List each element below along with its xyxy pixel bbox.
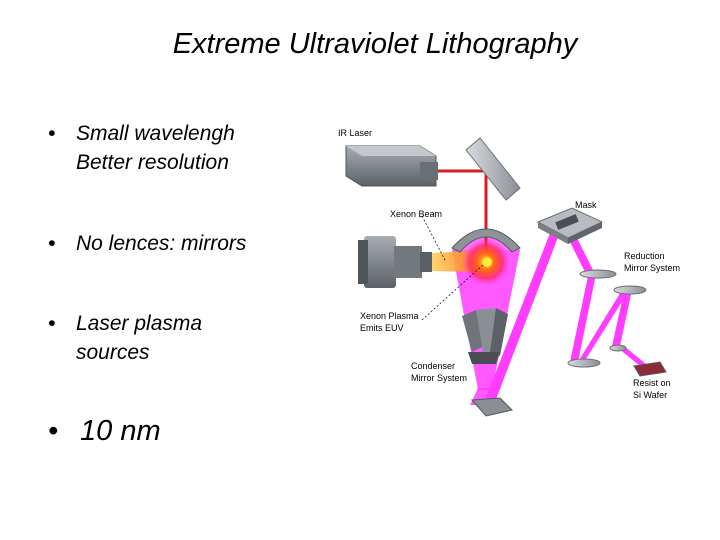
bullet-text: Small wavelengh — [76, 122, 235, 145]
label-reduction-1: Reduction — [624, 251, 665, 261]
label-resist-1: Resist on — [633, 378, 671, 388]
label-xenon-plasma-2: Emits EUV — [360, 323, 404, 333]
bullet-dot: • — [48, 415, 59, 447]
turning-mirror — [466, 138, 520, 200]
condenser-mirrors — [462, 308, 508, 364]
label-resist-2: Si Wafer — [633, 390, 668, 400]
label-condenser-2: Mirror System — [411, 373, 467, 383]
bullet-dot: • — [48, 312, 56, 335]
mask — [538, 208, 602, 244]
bullet-text-continued: Better resolution — [76, 151, 229, 174]
slide-title: Extreme Ultraviolet Lithography — [172, 28, 578, 60]
bullet-text: Laser plasma — [76, 312, 203, 335]
plasma-core — [482, 257, 492, 267]
xenon-injector — [358, 236, 432, 288]
label-xenon-plasma-1: Xenon Plasma — [360, 311, 419, 321]
bullet-dot: • — [48, 122, 56, 145]
label-ir-laser: IR Laser — [338, 128, 373, 138]
bullet-text: 10 nm — [80, 415, 161, 447]
label-condenser-1: Condenser — [411, 361, 456, 371]
bullet-text-continued: sources — [76, 341, 150, 364]
fold-mirror — [472, 398, 512, 416]
bullet-dot: • — [48, 232, 56, 255]
label-xenon-beam: Xenon Beam — [390, 209, 443, 219]
label-reduction-2: Mirror System — [624, 263, 680, 273]
label-mask: Mask — [575, 200, 597, 210]
bullet-text: No lences: mirrors — [76, 232, 247, 255]
ir-laser — [346, 146, 438, 186]
